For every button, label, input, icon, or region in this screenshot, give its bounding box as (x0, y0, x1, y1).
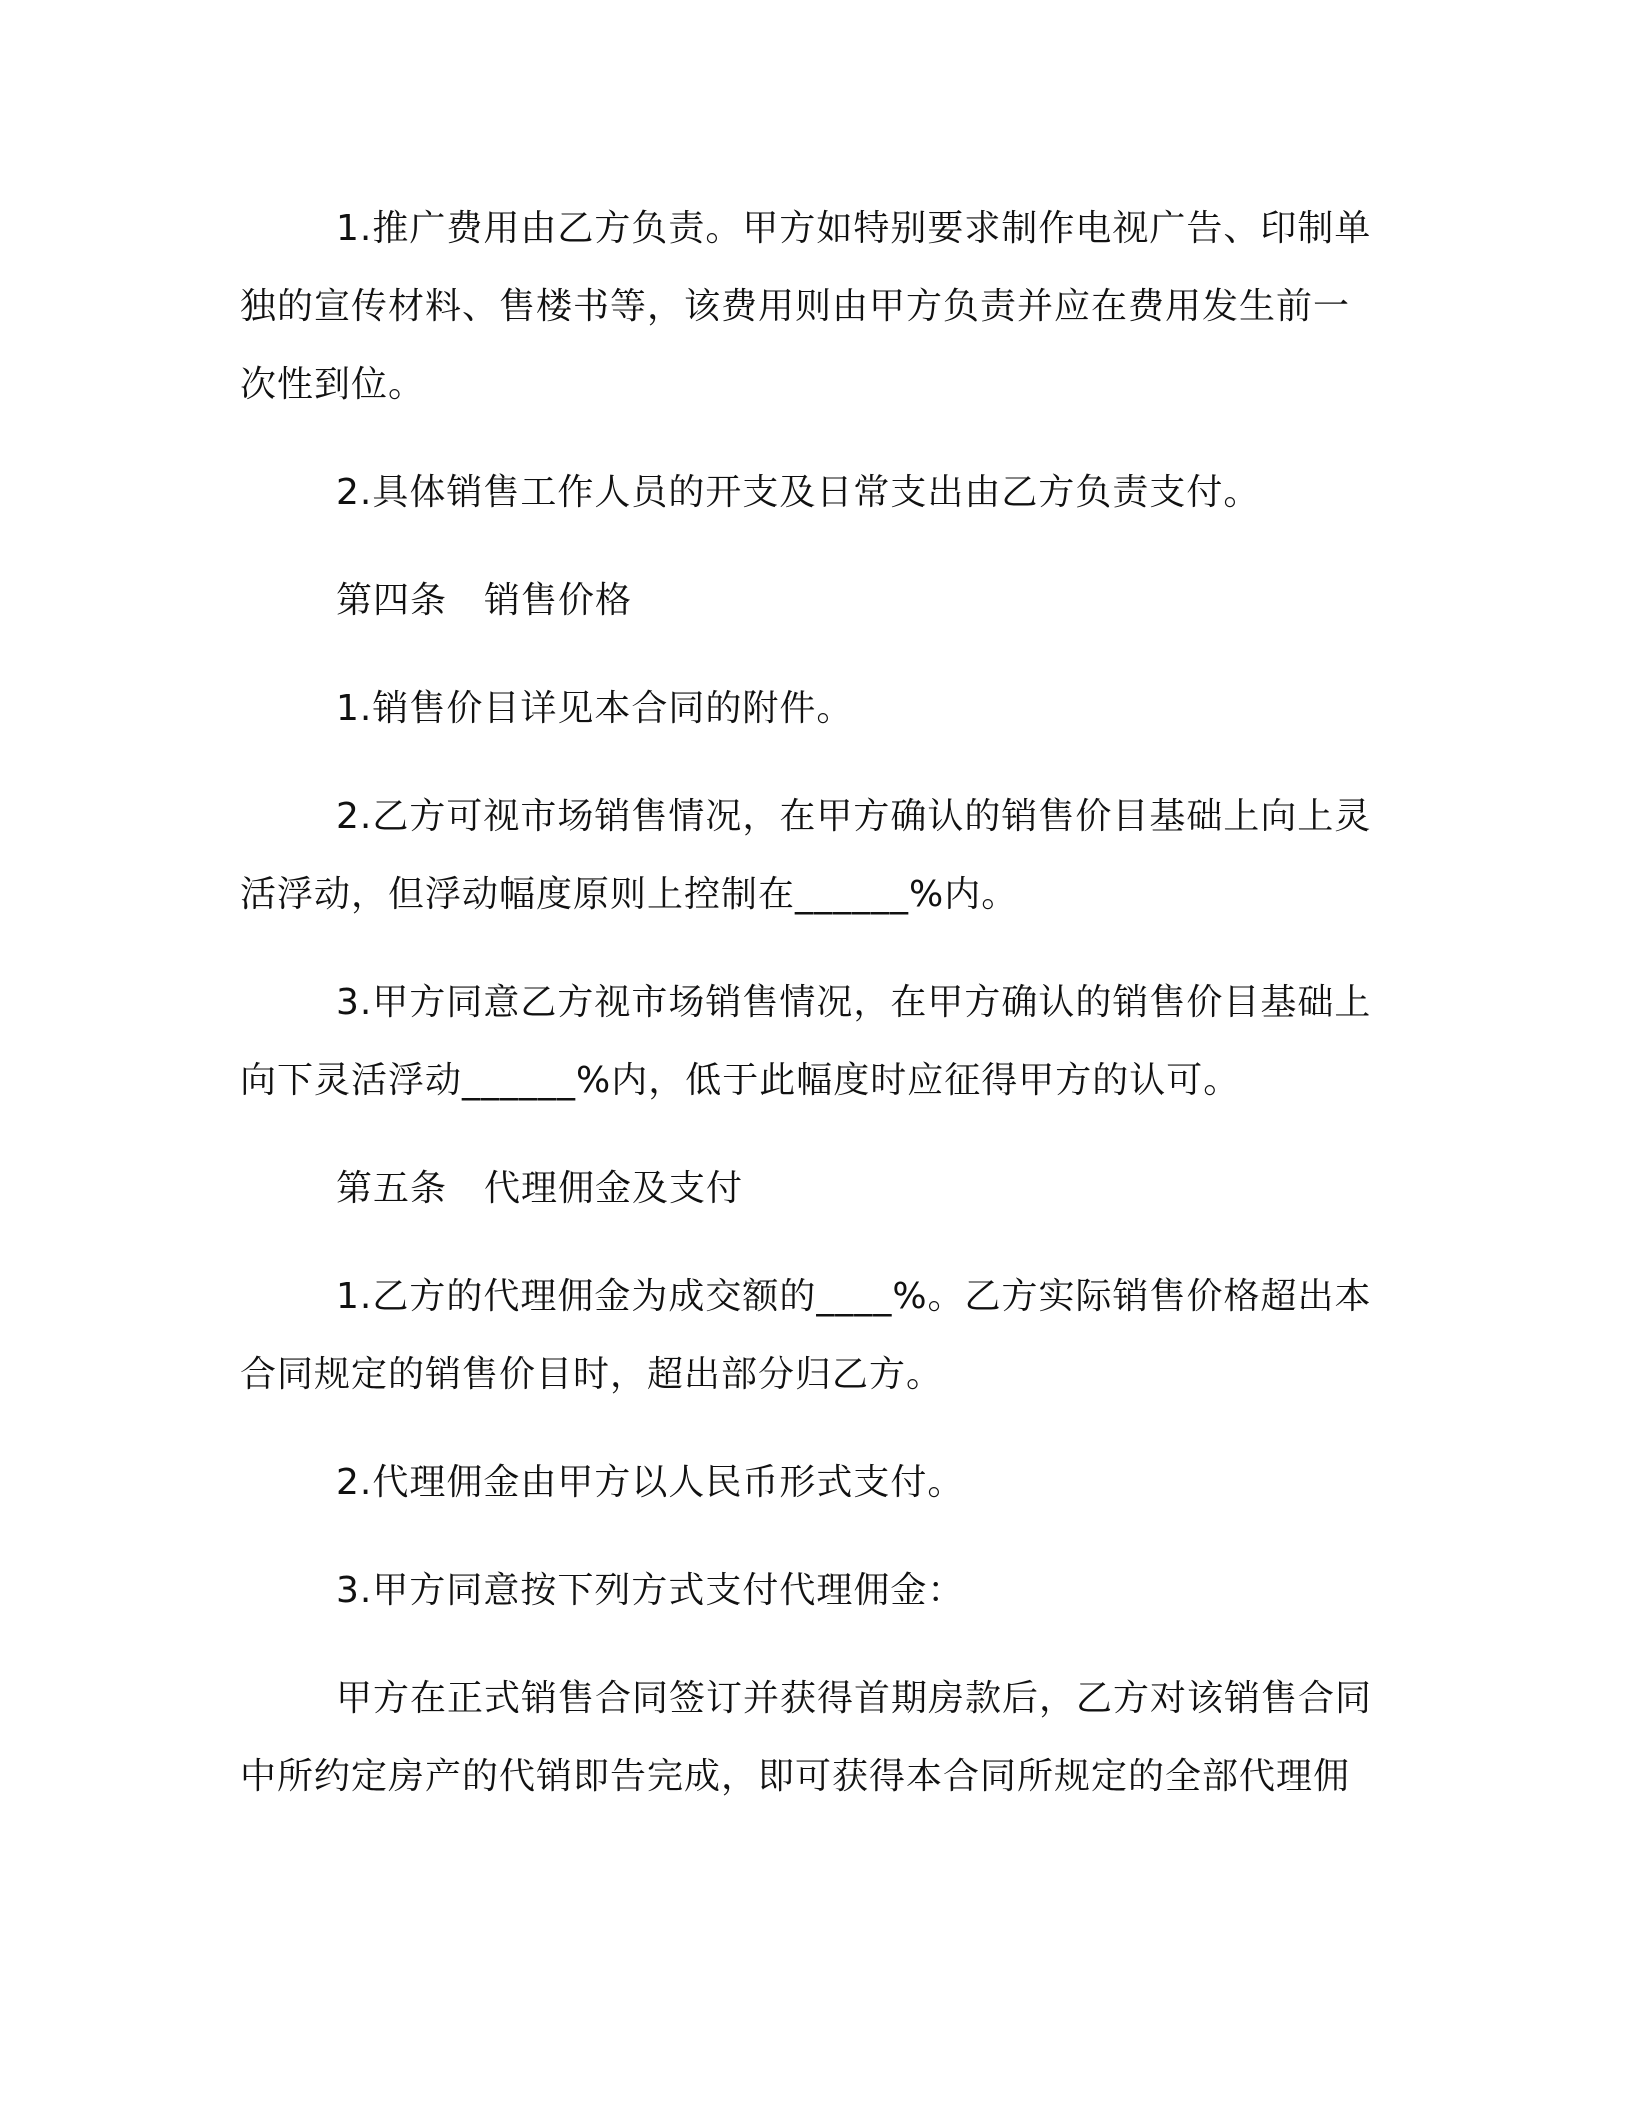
paragraph-staff-expenses: 2.具体销售工作人员的开支及日常支出由乙方负责支付。 (336, 472, 1261, 513)
paragraph-downward-float: 3.甲方同意乙方视市场销售情况，在甲方确认的销售价目基础上向下灵活浮动______%内，低于此幅度时应征得甲方的认可。 (240, 982, 1372, 1101)
paragraph-upward-float: 2.乙方可视市场销售情况，在甲方确认的销售价目基础上向上灵活浮动，但浮动幅度原则上控制在______%内。 (240, 796, 1372, 915)
paragraph-promotion-costs: 1.推广费用由乙方负责。甲方如特别要求制作电视广告、印制单独的宣传材料、售楼书等，该费用则由甲方负责并应在费用发生前一次性到位。 (240, 208, 1372, 405)
paragraph-commission-currency: 2.代理佣金由甲方以人民币形式支付。 (336, 1462, 965, 1503)
article-5-heading: 第五条 代理佣金及支付 (336, 1168, 744, 1209)
paragraph-payment-method: 3.甲方同意按下列方式支付代理佣金： (336, 1570, 965, 1611)
paragraph-price-list: 1.销售价目详见本合同的附件。 (336, 688, 854, 729)
paragraph-commission-rate: 1.乙方的代理佣金为成交额的____%。乙方实际销售价格超出本合同规定的销售价目时，超出部分归乙方。 (240, 1276, 1372, 1395)
paragraph-payment-terms: 甲方在正式销售合同签订并获得首期房款后，乙方对该销售合同中所约定房产的代销即告完成，即可获得本合同所规定的全部代理佣 (240, 1678, 1373, 1797)
contract-body (240, 190, 1380, 1846)
article-4-heading: 第四条 销售价格 (336, 580, 633, 621)
